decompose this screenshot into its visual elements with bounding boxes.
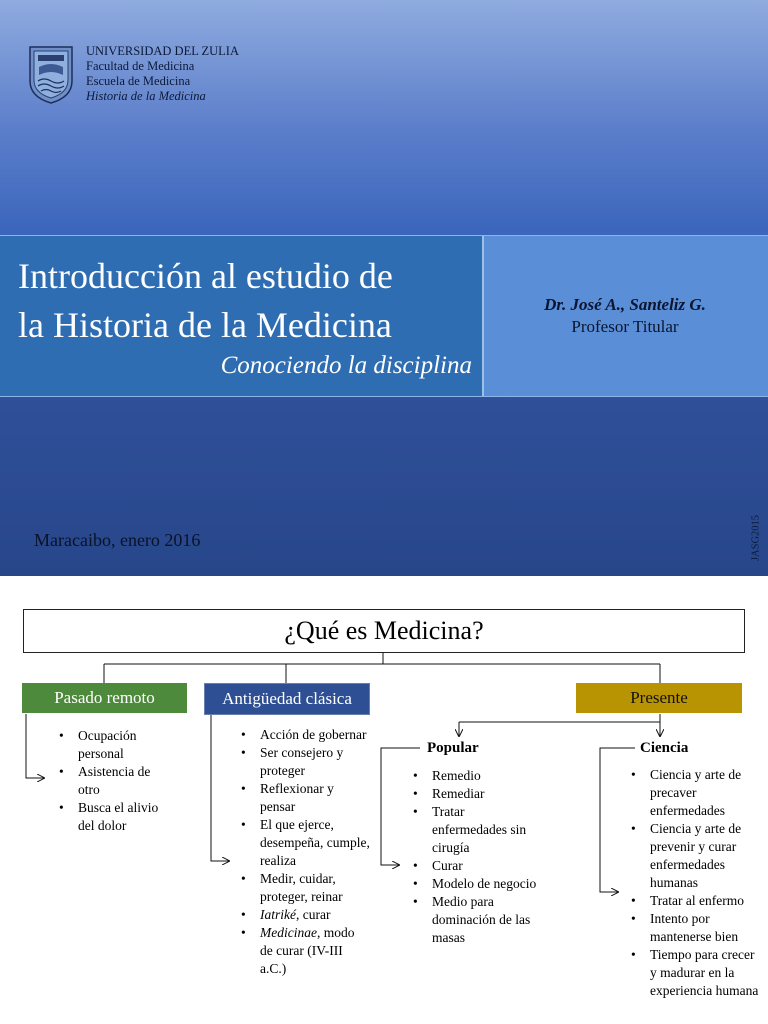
list-item: • Reflexionar y pensar [236,780,370,816]
antiguedad-list [236,726,370,978]
popular-label: Popular [427,740,479,756]
medicinae-meaning: , modo de curar (IV-III a.C.) [260,925,355,976]
list-item: • Acción de gobernar [236,726,370,744]
author-block [482,294,768,338]
list-item: • Ciencia y arte de prevenir y curar enfermedades humanas [626,820,760,892]
ciencia-list [626,766,760,1000]
list-item: • Curar [408,857,538,875]
list-item: • Modelo de negocio [408,875,538,893]
medicinae-term: Medicinae [260,925,317,940]
title-band [0,235,768,397]
author-role: Profesor Titular [571,317,679,336]
list-item: • Remediar [408,785,538,803]
title-line-2: la Historia de la Medicina [18,305,392,345]
list-item: • Ocupación personal [54,727,174,763]
list-item: • Asistencia de otro [54,763,174,799]
list-item-iatrike [236,906,370,924]
university-seal-icon [26,41,76,105]
title-line-1: Introducción al estudio de [18,256,393,296]
faculty-name: Facultad de Medicina [86,59,195,73]
list-item: • Tiempo para crecer y madurar en la experiencia humana [626,946,760,1000]
presentation-date: Maracaibo, enero 2016 [34,530,201,550]
list-item: • Ciencia y arte de precaver enfermedades [626,766,760,820]
author-name: Dr. José A., Santeliz G. [544,295,706,314]
list-item: • Tratar enfermedades sin cirugía [408,803,538,857]
vertical-code [741,508,768,568]
list-item: • El que ejerce, desempeña, cumple, realiza [236,816,370,870]
university-name: UNIVERSIDAD DEL ZULIA [86,44,239,58]
course-name: Historia de la Medicina [86,89,206,103]
question-box: ¿Qué es Medicina? [23,609,745,653]
header-pasado-remoto: Pasado remoto [22,683,187,713]
header-presente: Presente [576,683,742,713]
vertical-code-text: JASG2015 [750,514,762,562]
list-item-medicinae [236,924,370,978]
list-item: • Remedio [408,767,538,785]
title-panel [0,236,484,396]
ciencia-label: Ciencia [640,740,689,756]
presentation-subtitle: Conociendo la disciplina [220,352,472,379]
institution-block [86,44,239,104]
iatrike-term: Iatriké [260,907,296,922]
header-antiguedad-clasica: Antigüedad clásica [204,683,370,715]
list-item: • Ser consejero y proteger [236,744,370,780]
presentation-title [18,252,393,350]
concept-map-slide [0,576,768,1024]
pasado-list [54,727,174,835]
list-item: • Busca el alivio del dolor [54,799,174,835]
list-item: • Medir, cuidar, proteger, reinar [236,870,370,906]
list-item: • Tratar al enfermo [626,892,760,910]
school-name: Escuela de Medicina [86,74,191,88]
list-item: • Medio para dominación de las masas [408,893,538,947]
popular-list [408,767,538,947]
list-item: • Intento por mantenerse bien [626,910,760,946]
iatrike-meaning: , curar [296,907,331,922]
